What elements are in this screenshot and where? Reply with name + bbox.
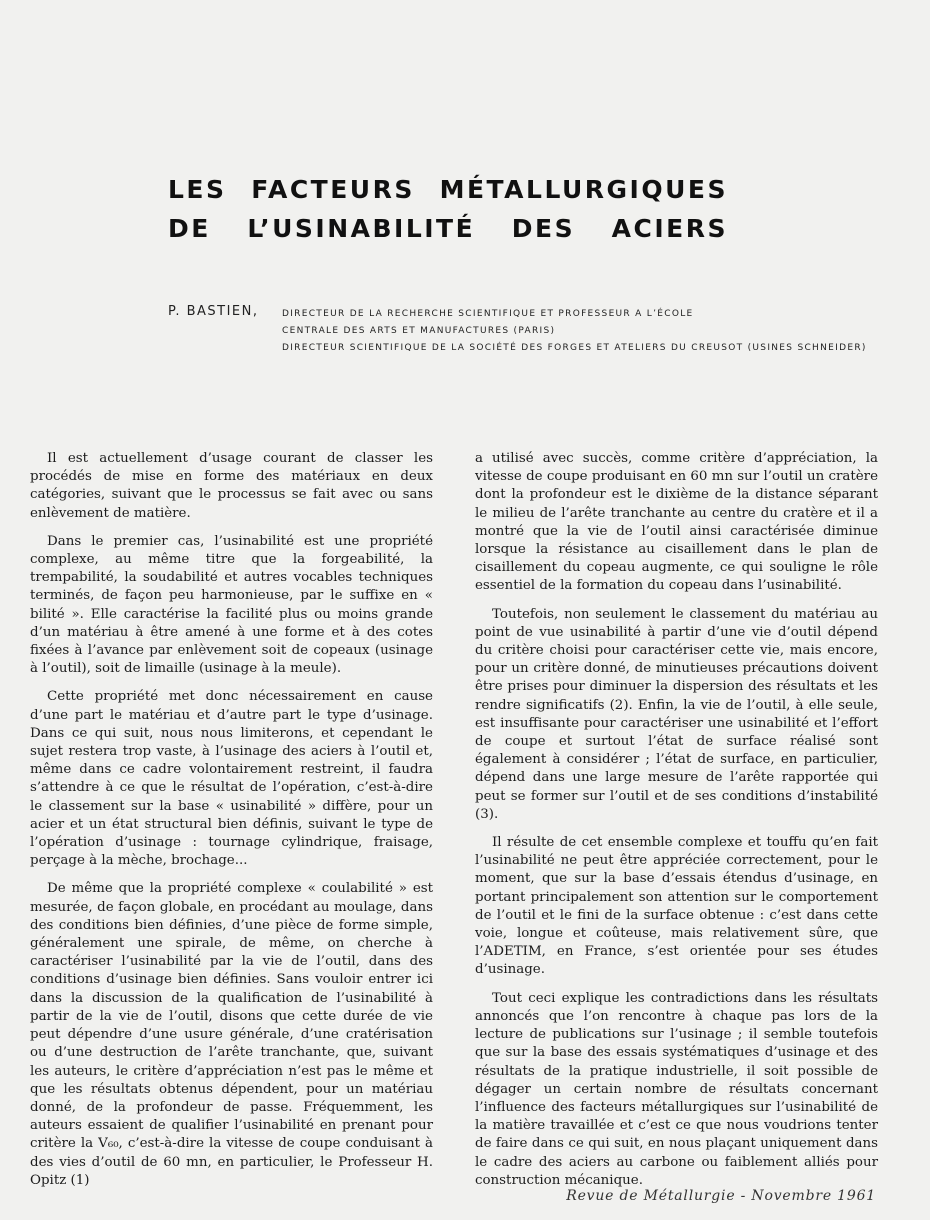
title-line-2: DE L’USINABILITÉ DES ACIERS xyxy=(168,214,728,243)
paragraph: a utilisé avec succès, comme critère d’appréciation, la vitesse de coupe produisant en 60 mn sur l’outil un cratère dont la profondeur est le dixième de la distance séparant le milieu de l’arête tranchante au centre du cratère et il a montré que la vie de l’outil ainsi caractérisée diminue lorsque la résistance au cisaillement dans le plan de cisaillement du copeau augmente, ce qui souligne le rôle essentiel de la formation du copeau dans l’usinabilité. xyxy=(475,451,878,594)
right-column xyxy=(475,450,878,1200)
journal-footer: Revue de Métallurgie - Novembre 1961 xyxy=(566,1188,876,1204)
paragraph: Il résulte de cet ensemble complexe et touffu qu’en fait l’usinabilité ne peut être appréciée correctement, pour le moment, que sur la base d’essais étendus d’usinage, en portant principalement son attention sur le comportement de l’outil et le fini de la surface obtenue : c’est dans cette voie, longue et coûteuse, mais relativement sûre, que l’ADETIM, en France, s’est orientée pour ses études d’usinage. xyxy=(475,835,878,978)
author-name: P. BASTIEN, xyxy=(168,304,259,319)
title-line-1: LES FACTEURS MÉTALLURGIQUES xyxy=(168,175,728,204)
paragraph: Il est actuellement d’usage courant de classer les procédés de mise en forme des matériaux en deux catégories, suivant que le processus se fait avec ou sans enlèvement de matière. xyxy=(30,451,433,521)
affiliation-line: DIRECTEUR SCIENTIFIQUE DE LA SOCIÉTÉ DES FORGES ET ATELIERS DU CREUSOT (USINES SCHNEIDER) xyxy=(282,343,867,353)
left-column xyxy=(30,450,433,1200)
paragraph: Tout ceci explique les contradictions dans les résultats annoncés que l’on rencontre à chaque pas lors de la lecture de publications sur l’usinage ; il semble toutefois que sur la base des essais systématiques d’usinage et des résultats de la pratique industrielle, il soit possible de dégager un certain nombre de résultats concernant l’influence des facteurs métallurgiques sur l’usinabilité de la matière travaillée et c’est ce que nous voudrions tenter de faire dans ce qui suit, en nous plaçant uniquement dans le cadre des aciers au carbone ou faiblement alliés pour construction mécanique. xyxy=(475,990,878,1188)
affiliation-line: DIRECTEUR DE LA RECHERCHE SCIENTIFIQUE ET PROFESSEUR A L’ÉCOLE xyxy=(282,309,694,319)
article-title xyxy=(168,170,728,248)
paragraph: De même que la propriété complexe « coulabilité » est mesurée, de façon globale, en procédant au moulage, dans des conditions bien définies, d’une pièce de forme simple, généralement une spirale, de même, on cherche à caractériser l’usinabilité par la vie de l’outil, dans des conditions d’usinage bien définies. Sans vouloir entrer ici dans la discussion de la qualification de l’usinabilité à partir de la vie de l’outil, disons que cette durée de vie peut dépendre d’une usure générale, d’une cratérisation ou d’une destruction de l’arête tranchante, que, suivant les auteurs, le critère d’appréciation n’est pas le même et que les résultats obtenus dépendent, pour un matériau donné, de la profondeur de passe. Fréquemment, les auteurs essaient de qualifier l’usinabilité en prenant pour critère la V₆₀, c’est-à-dire la vitesse de coupe conduisant à des vies d’outil de 60 mn, en particulier, le Professeur H. Opitz (1) xyxy=(30,881,433,1188)
paragraph: Cette propriété met donc nécessairement en cause d’une part le matériau et d’autre part le type d’usinage. Dans ce qui suit, nous nous limiterons, et cependant le sujet restera trop vaste, à l’usinage des aciers à l’outil et, même dans ce cadre volontairement restreint, il faudra s’attendre à ce que le résultat de l’opération, c’est-à-dire le classement sur la base « usinabilité » diffère, pour un acier et un état structural bien définis, suivant le type de l’opération d’usinage : tournage cylindrique, fraisage, perçage à la mèche, brochage... xyxy=(30,689,433,869)
paragraph: Dans le premier cas, l’usinabilité est une propriété complexe, au même titre que la forgeabilité, la trempabilité, la soudabilité et autres vocables techniques terminés, de façon peu harmonieuse, par le suffixe en « bilité ». Elle caractérise la facilité plus ou moins grande d’un matériau à être amené à une forme et à des cotes fixées à l’avance par enlèvement soit de copeaux (usinage à l’outil), soit de limaille (usinage à la meule). xyxy=(30,533,433,677)
author-affiliation xyxy=(282,306,867,357)
paragraph: Toutefois, non seulement le classement du matériau au point de vue usinabilité à partir d’une vie d’outil dépend du critère choisi pour caractériser cette vie, mais encore, pour un critère donné, de minutieuses précautions doivent être prises pour diminuer la dispersion des résultats et les rendre significatifs (2). Enfin, la vie de l’outil, à elle seule, est insuffisante pour caractériser une usinabilité et l’effort de coupe et surtout l’état de surface réalisé sont également à considérer ; l’état de surface, en particulier, dépend dans une large mesure de l’arête rapportée qui peut se former sur l’outil et de ses conditions d’instabilité (3). xyxy=(475,606,878,822)
affiliation-line: CENTRALE DES ARTS ET MANUFACTURES (PARIS) xyxy=(282,326,556,336)
